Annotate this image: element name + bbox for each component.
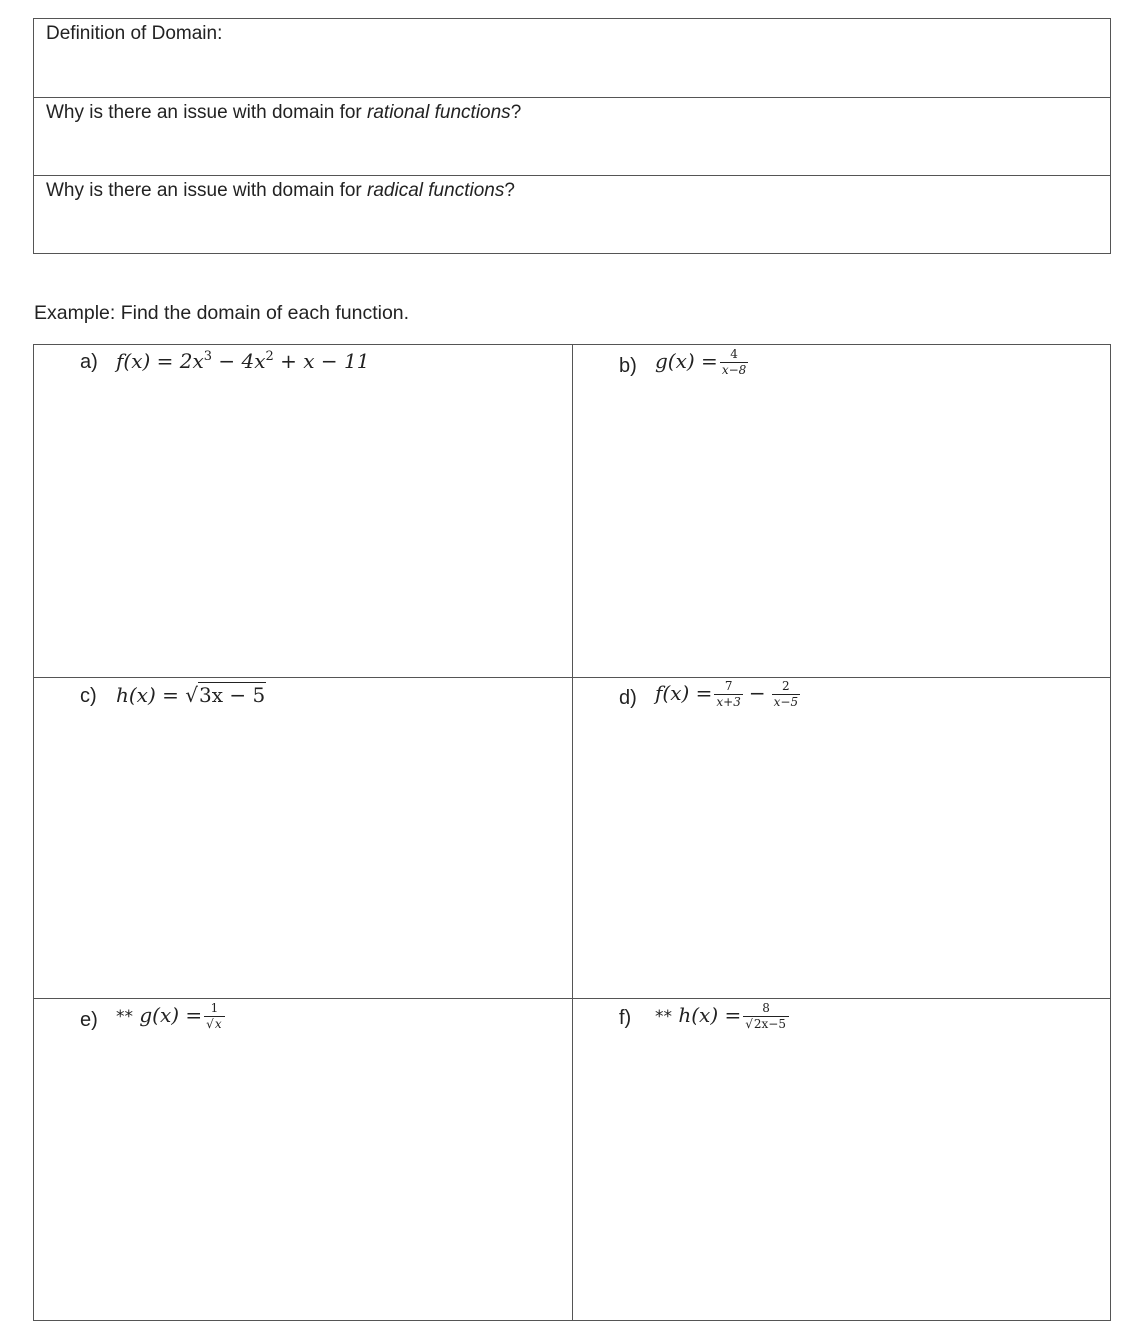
problem-d-numerator-1: 7	[714, 679, 742, 695]
problem-e-label: e)	[80, 1009, 98, 1031]
problem-c-radical-icon: √	[185, 683, 198, 707]
problem-c-label: c)	[80, 685, 97, 707]
problem-f-fraction	[743, 1001, 789, 1032]
problem-a-mid: − 4x	[212, 349, 266, 373]
problem-d-label: d)	[619, 687, 637, 709]
problem-b-denominator: x−8	[721, 363, 747, 377]
problem-a-exp2: 2	[265, 349, 274, 364]
problem-e-numerator: 1	[204, 1001, 224, 1017]
radical-functions-question	[46, 180, 515, 202]
radical-question-suffix: ?	[504, 180, 515, 201]
definition-of-domain-row[interactable]	[34, 19, 1110, 98]
problem-e-stars: **	[116, 1007, 133, 1027]
rational-question-suffix: ?	[510, 102, 522, 123]
problem-b-fraction	[720, 347, 748, 378]
problem-d-fraction-1	[714, 679, 742, 710]
problem-d-numerator-2: 2	[772, 679, 800, 695]
problem-c-radicand: 3x − 5	[199, 683, 266, 707]
rational-functions-row[interactable]	[34, 98, 1110, 176]
problem-f-denominator	[743, 1017, 789, 1032]
problem-f-radical-icon: √	[745, 1017, 753, 1031]
problem-f-radicand: 2x−5	[753, 1017, 786, 1031]
problem-e-radicand: x	[214, 1017, 222, 1031]
problems-grid	[33, 344, 1111, 1321]
example-title: Example: Find the domain of each function.	[34, 302, 410, 324]
radical-question-italic: radical functions	[367, 180, 505, 201]
problem-e-fraction	[204, 1001, 224, 1032]
problem-d-lhs: f(x) =	[655, 681, 713, 705]
problem-f-lhs: h(x) =	[678, 1003, 742, 1027]
problem-d-minus: −	[748, 681, 766, 705]
problem-f-stars: **	[655, 1007, 672, 1027]
problem-d-fraction-2	[772, 679, 800, 710]
problem-d-denominator-2: x−5	[773, 695, 799, 709]
problem-a-label: a)	[80, 351, 98, 373]
rational-question-italic: rational functions	[367, 102, 511, 123]
problem-d-expression[interactable]	[655, 679, 802, 710]
definitions-table	[33, 18, 1111, 254]
problem-e-denominator	[204, 1017, 224, 1032]
problem-d-denominator-1: x+3	[716, 695, 741, 709]
problem-b-lhs: g(x) =	[655, 349, 718, 373]
problem-a-rest: + x − 11	[273, 349, 370, 373]
rational-question-prefix: Why is there an issue with domain for	[46, 102, 368, 123]
problem-f-numerator: 8	[743, 1001, 789, 1017]
grid-divider-vertical	[572, 345, 573, 1320]
problem-f-label: f)	[619, 1007, 632, 1029]
problem-e-lhs: g(x) =	[139, 1003, 203, 1027]
grid-divider-row1	[34, 677, 1110, 678]
problem-f-expression[interactable]	[655, 1001, 791, 1032]
problem-c-lhs: h(x) =	[116, 683, 186, 707]
radical-question-prefix: Why is there an issue with domain for	[46, 180, 368, 201]
problem-a-expression[interactable]	[116, 349, 370, 373]
definition-of-domain-label: Definition of Domain:	[46, 23, 223, 44]
problem-a-lhs: f(x) = 2x	[116, 349, 204, 373]
grid-divider-row2	[34, 998, 1110, 999]
problem-b-label: b)	[619, 355, 637, 377]
problem-a-exp1: 3	[203, 349, 213, 364]
problem-b-numerator: 4	[720, 347, 748, 363]
problem-e-radical-icon: √	[206, 1017, 214, 1031]
problem-b-expression[interactable]	[655, 347, 750, 378]
problem-e-expression[interactable]	[116, 1001, 227, 1032]
problem-c-expression[interactable]	[116, 683, 266, 707]
rational-functions-question	[46, 102, 521, 124]
radical-functions-row[interactable]	[34, 176, 1110, 255]
